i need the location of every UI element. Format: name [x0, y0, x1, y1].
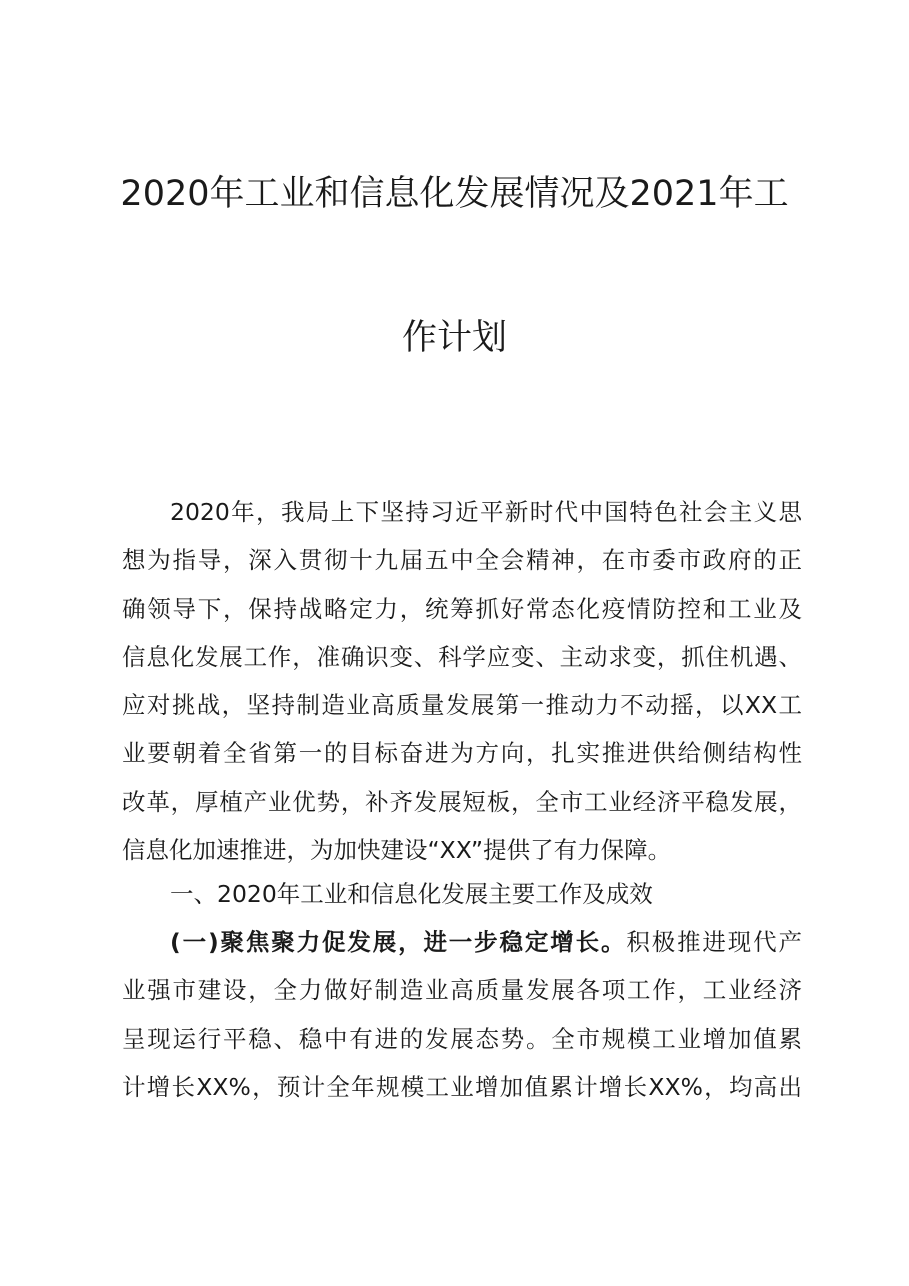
paragraph-line: 确领导下，保持战略定力，统筹抓好常态化疫情防控和工业及 [122, 594, 802, 623]
paragraph-line-rest: 积极推进现代产 [626, 928, 803, 956]
paragraph-line: 业要朝着全省第一的目标奋进为方向，扎实推进供给侧结构性 [122, 739, 802, 768]
section-heading: 一、2020年工业和信息化发展主要工作及成效 [170, 880, 653, 908]
paragraph-line: 呈现运行平稳、稳中有进的发展态势。全市规模工业增加值累 [122, 1024, 802, 1053]
paragraph-line: 信息化发展工作，准确识变、科学应变、主动求变，抓住机遇、 [122, 642, 802, 671]
achievement-paragraph [122, 918, 802, 1111]
paragraph-line: 计增长XX%，预计全年规模工业增加值累计增长XX%，均高出 [122, 1072, 802, 1101]
document-title-line-2: 作计划 [401, 318, 507, 358]
document-title-line-1: 2020年工业和信息化发展情况及2021年工 [120, 174, 789, 214]
paragraph-first-line [122, 918, 802, 966]
subsection-lead: (一)聚焦聚力促发展，进一步稳定增长。 [170, 928, 627, 956]
paragraph-line: 应对挑战，坚持制造业高质量发展第一推动力不动摇，以XX工 [122, 691, 802, 720]
paragraph-line: 想为指导，深入贯彻十九届五中全会精神，在市委市政府的正 [122, 546, 802, 575]
intro-paragraph [122, 488, 802, 874]
paragraph-line: 业强市建设，全力做好制造业高质量发展各项工作，工业经济 [122, 976, 802, 1005]
paragraph-line: 信息化加速推进，为加快建设“XX”提供了有力保障。 [122, 836, 672, 865]
paragraph-line: 改革，厚植产业优势，补齐发展短板，全市工业经济平稳发展， [122, 787, 802, 816]
paragraph-line: 2020年，我局上下坚持习近平新时代中国特色社会主义思 [170, 498, 802, 526]
